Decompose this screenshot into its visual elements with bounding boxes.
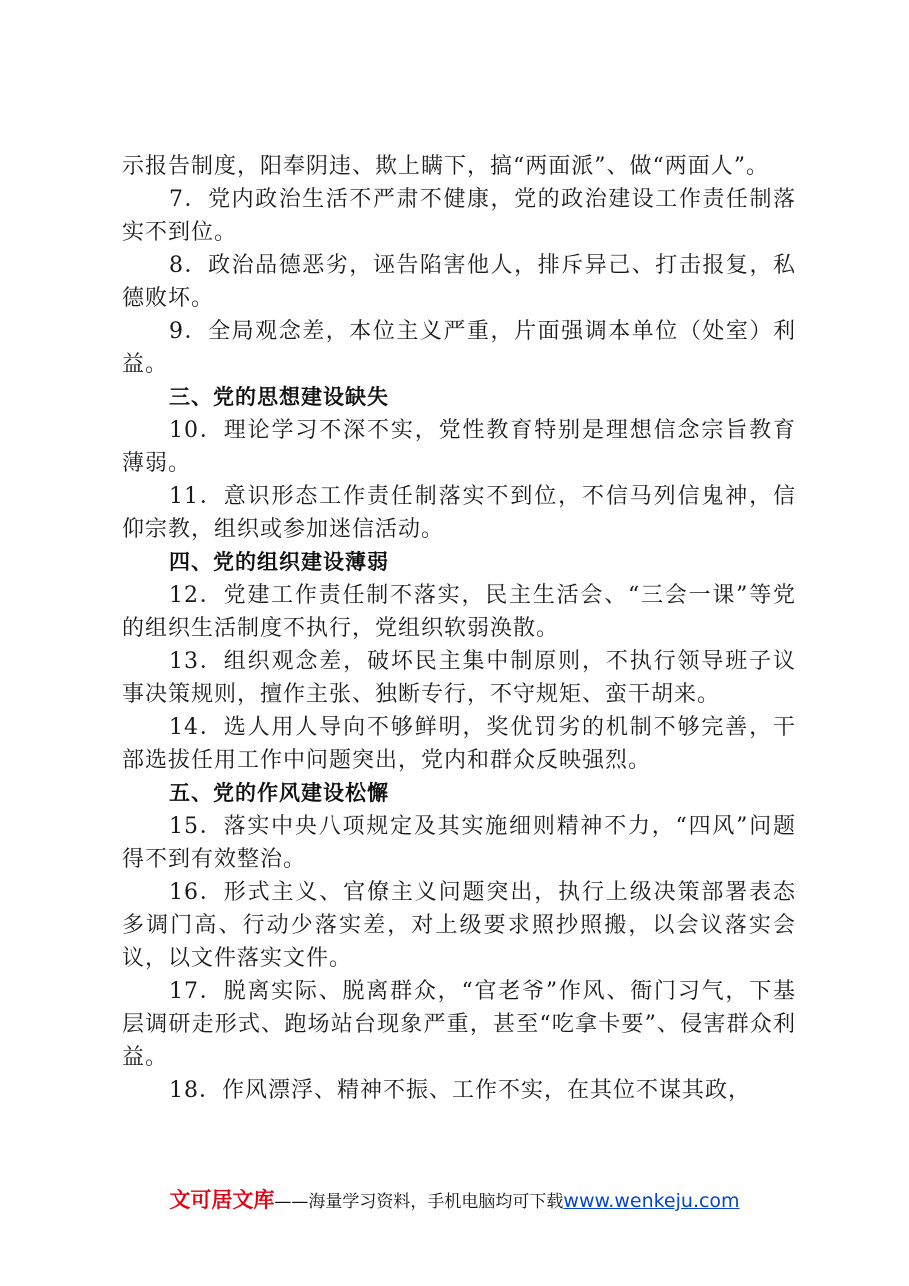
- body-paragraph: 15．落实中央八项规定及其实施细则精神不力，“四风”问题得不到有效整治。: [122, 814, 796, 872]
- body-paragraph: 17．脱离实际、脱离群众，“官老爷”作风、衙门习气，下基层调研走形式、跑场站台现象严重，甚至“吃拿卡要”、侵害群众利益。: [122, 979, 796, 1070]
- body-paragraph: 16．形式主义、官僚主义问题突出，执行上级决策部署表态多调门高、行动少落实差，对上级要求照抄照搬，以会议落实会议，以文件落实文件。: [122, 880, 796, 971]
- body-paragraph: 13．组织观念差，破坏民主集中制原则，不执行领导班子议事决策规则，擅作主张、独断专行，不守规矩、蛮干胡来。: [122, 649, 796, 707]
- body-paragraph: 9．全局观念差，本位主义严重，片面强调本单位（处室）利益。: [122, 319, 796, 377]
- body-paragraph: 11．意识形态工作责任制落实不到位，不信马列信鬼神，信仰宗教，组织或参加迷信活动。: [122, 484, 796, 542]
- section-heading: 五、党的作风建设松懈: [169, 781, 389, 805]
- body-paragraph: 8．政治品德恶劣，诬告陷害他人，排斥异己、打击报复，私德败坏。: [122, 253, 796, 311]
- footer-brand: 文可居文库: [169, 1188, 275, 1212]
- body-paragraph: 示报告制度，阳奉阴违、欺上瞒下，搞“两面派”、做“两面人”。: [122, 154, 769, 179]
- body-paragraph: 18．作风漂浮、精神不振、工作不实，在其位不谋其政，: [169, 1078, 751, 1103]
- body-paragraph: 14．选人用人导向不够鲜明，奖优罚劣的机制不够完善，干部选拔任用工作中问题突出，党内和群众反映强烈。: [122, 715, 796, 773]
- body-paragraph: 7．党内政治生活不严肃不健康，党的政治建设工作责任制落实不到位。: [122, 187, 796, 245]
- section-heading: 四、党的组织建设薄弱: [169, 550, 389, 574]
- footer-site-link[interactable]: www.wenkeju.com: [563, 1190, 740, 1212]
- document-body: [122, 150, 796, 1107]
- body-paragraph: 10．理论学习不深不实，党性教育特别是理想信念宗旨教育薄弱。: [122, 418, 796, 476]
- section-heading: 三、党的思想建设缺失: [169, 385, 389, 409]
- footer-banner: [0, 1184, 909, 1214]
- body-paragraph: 12．党建工作责任制不落实，民主生活会、“三会一课”等党的组织生活制度不执行，党组织软弱涣散。: [122, 583, 796, 641]
- footer-tagline: ——海量学习资料，手机电脑均可下载: [274, 1192, 564, 1212]
